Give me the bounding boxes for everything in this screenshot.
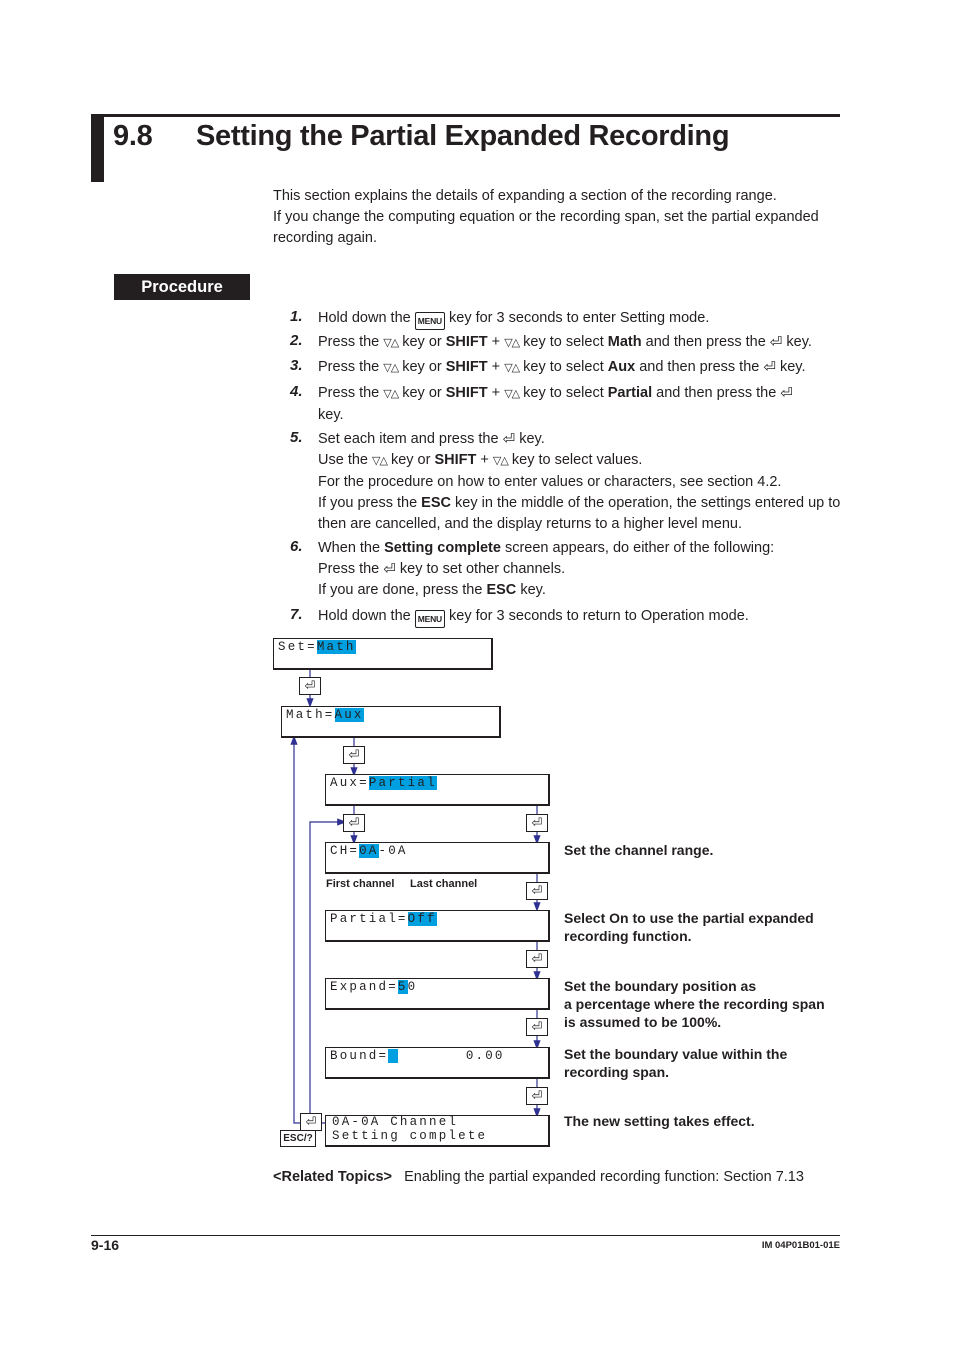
enter-key-icon: ⏎ [343, 814, 365, 832]
enter-key-icon: ⏎ [502, 431, 516, 448]
step-number: 6. [290, 538, 303, 555]
lcd-screen-aux: Aux=Partial [325, 774, 550, 806]
section-title: Setting the Partial Expanded Recording [196, 120, 730, 152]
section-number: 9.8 [113, 120, 153, 152]
desc-expand: Set the boundary position as a percentage where the recording span is assumed to be 100%. [564, 978, 825, 1030]
down-up-arrow-icon: ▽△ [492, 455, 508, 467]
page-number: 9-16 [91, 1237, 120, 1253]
enter-key-icon: ⏎ [526, 1018, 548, 1036]
enter-key-icon: ⏎ [763, 359, 776, 376]
related-topics [273, 1169, 804, 1185]
lcd-screen-partial: Partial=Off [325, 910, 550, 942]
lcd-screen-complete: 0A-0A Channel Setting complete [325, 1115, 550, 1147]
step-7: Hold down the MENU key for 3 seconds to return to Operation mode. [318, 606, 843, 628]
enter-key-icon: ⏎ [300, 1113, 322, 1131]
footer-rule [91, 1235, 840, 1236]
lcd-screen-bound: Bound= 0.00 [325, 1047, 550, 1079]
related-label: <Related Topics> [273, 1169, 392, 1185]
menu-key-icon: MENU [415, 610, 445, 628]
enter-key-icon: ⏎ [526, 814, 548, 832]
desc-partial: Select On to use the partial expanded recording function. [564, 910, 814, 944]
down-up-arrow-icon: ▽△ [504, 362, 520, 374]
enter-key-icon: ⏎ [526, 1087, 548, 1105]
procedure-badge: Procedure [114, 274, 250, 300]
last-channel-label: Last channel [410, 878, 478, 890]
down-up-arrow-icon: ▽△ [504, 388, 520, 400]
enter-key-icon: ⏎ [526, 882, 548, 900]
step-number: 1. [290, 308, 303, 325]
enter-key-icon: ⏎ [526, 950, 548, 968]
lcd-screen-channel: CH=0A-0A [325, 842, 550, 874]
enter-key-icon: ⏎ [383, 561, 396, 578]
intro-line: recording again. [273, 230, 377, 246]
enter-key-icon: ⏎ [769, 334, 783, 351]
lcd-screen-set: Set=Math [273, 638, 493, 670]
down-up-arrow-icon: ▽△ [372, 455, 387, 467]
step-4: Press the ▽△ key or SHIFT + ▽△ key to select Partial and then press the ⏎ key. [318, 385, 793, 423]
enter-key-icon: ⏎ [780, 385, 793, 402]
down-up-arrow-icon: ▽△ [383, 362, 399, 374]
step-number: 5. [290, 429, 303, 446]
step-number: 7. [290, 606, 303, 623]
step-6: When the Setting complete screen appears, do either of the following: Press the ⏎ key to set other channels. If you are done, press the ESC key. [318, 540, 775, 598]
down-up-arrow-icon: ▽△ [383, 337, 399, 349]
step-number: 4. [290, 383, 303, 400]
step-3: Press the ▽△ key or SHIFT + ▽△ key to select Aux and then press the ⏎ key. [318, 357, 843, 379]
intro-line: If you change the computing equation or the recording span, set the partial expanded [273, 209, 819, 225]
first-channel-label: First channel [326, 878, 395, 890]
step-number: 2. [290, 332, 303, 349]
step-5: Set each item and press the ⏎ key. Use the ▽△ key or SHIFT + ▽△ key to select values. For the procedure on how to enter values or characters, see section 4.2. If you press the ESC key in the middle of the operation, the settings entered up to then are cancelled, and the display returns to a higher level menu. [318, 431, 841, 532]
down-up-arrow-icon: ▽△ [504, 337, 520, 349]
desc-channel: Set the channel range. [564, 842, 714, 858]
enter-key-icon: ⏎ [343, 746, 365, 764]
intro-line: This section explains the details of expanding a section of the recording range. [273, 188, 777, 204]
related-text: Enabling the partial expanded recording function: Section 7.13 [404, 1169, 804, 1185]
enter-key-icon: ⏎ [299, 677, 321, 695]
desc-bound: Set the boundary value within the recording span. [564, 1046, 788, 1080]
lcd-screen-expand: Expand=50 [325, 978, 550, 1010]
step-2: Press the ▽△ key or SHIFT + ▽△ key to select Math and then press the ⏎ key. [318, 332, 843, 354]
step-number: 3. [290, 357, 303, 374]
document-id: IM 04P01B01-01E [761, 1240, 840, 1251]
esc-help-key: ESC/? [280, 1130, 316, 1147]
step-1: Hold down the MENU key for 3 seconds to enter Setting mode. [318, 308, 843, 330]
desc-complete: The new setting takes effect. [564, 1113, 755, 1129]
down-up-arrow-icon: ▽△ [383, 388, 399, 400]
lcd-screen-math: Math=Aux [281, 706, 501, 738]
menu-key-icon: MENU [415, 312, 445, 330]
